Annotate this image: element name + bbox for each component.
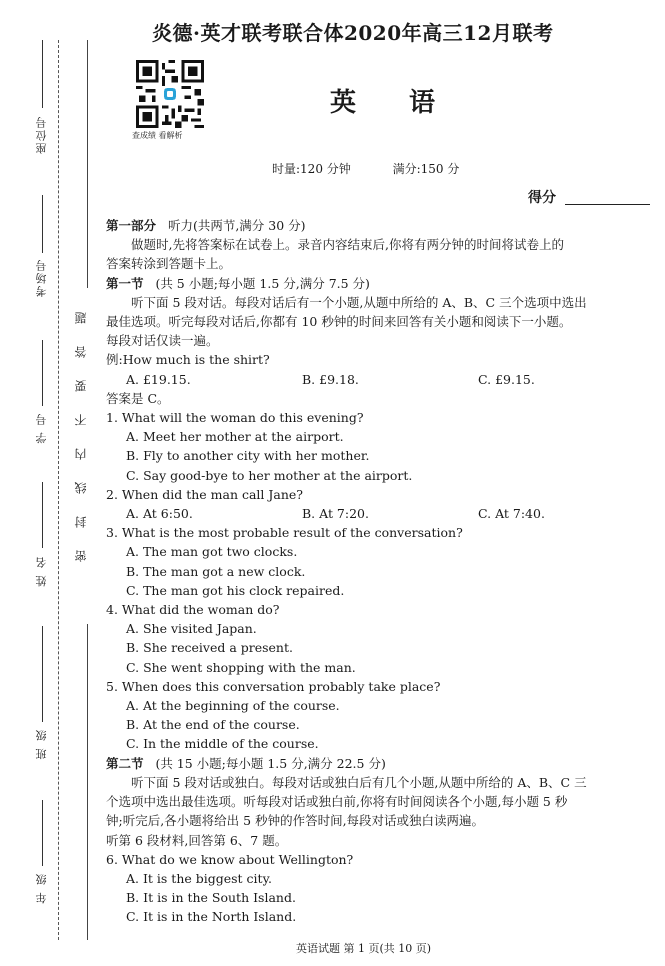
exam-body <box>106 216 654 927</box>
seat-number-blank[interactable] <box>42 40 43 108</box>
qr-caption: 查成绩 看解析 <box>132 131 183 140</box>
seat-number-label: 座位号 <box>35 115 48 154</box>
class-blank[interactable] <box>42 626 43 722</box>
exam-title: 炎德·英才联考联合体2020年高三12月联考 <box>152 21 554 45</box>
part1-intro-line: 做题时,先将答案标在试卷上。录音内容结束后,你将有两分钟的时间将试卷上的 <box>131 237 564 253</box>
seal-text: 密封线内不要答题 <box>74 290 88 562</box>
question-1-option-c[interactable]: C. Say good-bye to her mother at the airport. <box>126 467 413 483</box>
grade-blank[interactable] <box>42 800 43 866</box>
question-2: 2. When did the man call Jane? <box>106 486 304 502</box>
question-2-options <box>106 504 654 523</box>
question-5-option-b[interactable]: B. At the end of the course. <box>126 717 300 733</box>
section1-heading <box>106 274 654 293</box>
question-2-option-c[interactable]: C. At 7:40. <box>478 506 545 522</box>
full-score: 满分:150 分 <box>392 162 460 176</box>
question-5: 5. When does this conversation probably take place? <box>106 678 441 694</box>
example-answer: 答案是 C。 <box>106 390 170 406</box>
page-footer: 英语试题 第 1 页(共 10 页) <box>296 942 432 955</box>
seal-line-top <box>87 40 88 288</box>
name-label: 姓 名 <box>35 555 48 587</box>
section1-intro-line: 最佳选项。听完每段对话后,你都有 10 秒钟的时间来回答有关小题和阅读下一小题。 <box>106 314 572 330</box>
section2-title: 第二节 <box>106 755 144 771</box>
question-5-option-a[interactable]: A. At the beginning of the course. <box>126 698 340 714</box>
question-2-option-b[interactable]: B. At 7:20. <box>302 506 369 522</box>
question-2-option-a[interactable]: A. At 6:50. <box>126 506 193 522</box>
part1-heading <box>106 216 654 235</box>
example-question: 例:How much is the shirt? <box>106 352 270 368</box>
exam-meta <box>272 160 497 177</box>
question-1-option-a[interactable]: A. Meet her mother at the airport. <box>126 429 344 445</box>
section2-intro-line: 钟;听完后,各小题将给出 5 秒钟的作答时间,每段对话或独白读两遍。 <box>106 813 485 829</box>
exam-room-blank[interactable] <box>42 195 43 253</box>
qr-code-icon[interactable] <box>135 60 205 128</box>
student-id-blank[interactable] <box>42 340 43 406</box>
question-3: 3. What is the most probable result of the conversation? <box>106 525 463 541</box>
grade-label: 年 级 <box>35 872 48 904</box>
question-6: 6. What do we know about Wellington? <box>106 851 354 867</box>
option: B. £9.18. <box>302 371 359 387</box>
question-4-option-b[interactable]: B. She received a present. <box>126 640 293 656</box>
question-3-option-c[interactable]: C. The man got his clock repaired. <box>126 582 345 598</box>
question-3-option-a[interactable]: A. The man got two clocks. <box>126 544 298 560</box>
section1-subtitle: (共 5 小题;每小题 1.5 分,满分 7.5 分) <box>155 275 370 291</box>
score-label: 得分 <box>528 190 556 206</box>
subject-title: 英 语 <box>330 88 458 118</box>
question-6-option-a[interactable]: A. It is the biggest city. <box>126 870 272 886</box>
section2-intro-line: 听下面 5 段对话或独白。每段对话或独白后有几个小题,从题中所给的 A、B、C 三 <box>131 774 587 790</box>
question-1: 1. What will the woman do this evening? <box>106 410 364 426</box>
question-4: 4. What did the woman do? <box>106 602 280 618</box>
class-label: 班 级 <box>35 728 48 760</box>
section1-title: 第一节 <box>106 275 144 291</box>
section1-intro-line: 听下面 5 段对话。每段对话后有一个小题,从题中所给的 A、B、C 三个选项中选出 <box>131 294 587 310</box>
name-blank[interactable] <box>42 482 43 548</box>
option: A. £19.15. <box>126 371 191 387</box>
time-limit: 时量:120 分钟 <box>272 162 351 176</box>
seal-line-bottom <box>87 624 88 940</box>
section2-heading <box>106 754 654 773</box>
question-4-option-c[interactable]: C. She went shopping with the man. <box>126 659 356 675</box>
part1-title: 第一部分 <box>106 218 157 233</box>
question-5-option-c[interactable]: C. In the middle of the course. <box>126 736 319 752</box>
score-blank[interactable] <box>565 204 650 205</box>
section1-intro-line: 每段对话仅读一遍。 <box>106 333 219 349</box>
example-options <box>106 370 654 389</box>
part1-subtitle: 听力(共两节,满分 30 分) <box>167 218 306 233</box>
part1-intro-line: 答案转涂到答题卡上。 <box>106 256 232 272</box>
exam-room-label: 考场号 <box>35 258 48 297</box>
question-1-option-b[interactable]: B. Fly to another city with her mother. <box>126 448 370 464</box>
student-id-label: 学 号 <box>35 412 48 444</box>
question-6-option-b[interactable]: B. It is in the South Island. <box>126 890 296 906</box>
question-3-option-b[interactable]: B. The man got a new clock. <box>126 563 306 579</box>
question-4-option-a[interactable]: A. She visited Japan. <box>126 621 257 637</box>
material-instruction: 听第 6 段材料,回答第 6、7 题。 <box>106 832 288 848</box>
binding-line <box>58 40 59 940</box>
question-6-option-c[interactable]: C. It is in the North Island. <box>126 909 297 925</box>
section2-subtitle: (共 15 小题;每小题 1.5 分,满分 22.5 分) <box>155 755 386 771</box>
section2-intro-line: 个选项中选出最佳选项。听每段对话或独白前,你将有时间阅读各个小题,每小题 5 秒 <box>106 794 568 810</box>
option: C. £9.15. <box>478 371 535 387</box>
